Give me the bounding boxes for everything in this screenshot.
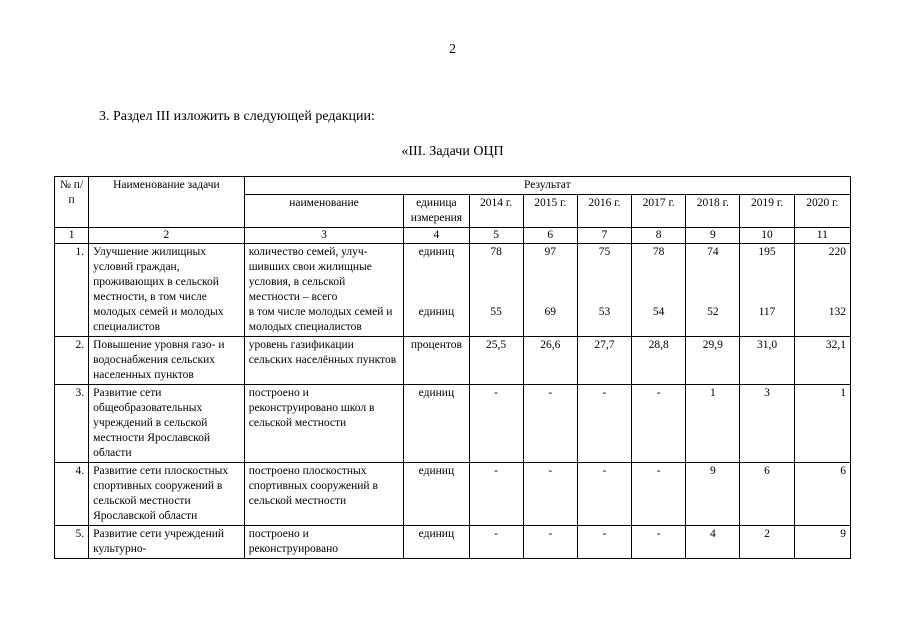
column-index: 8 [632,228,686,244]
row-number: 2. [55,337,89,385]
value: 27,7 [577,337,631,385]
value: - [632,463,686,526]
header-row-1 [55,177,851,195]
value: 29,9 [686,337,740,385]
column-index: 7 [577,228,631,244]
unit-cell [404,244,469,337]
value: - [577,526,631,559]
task-name: Повышение уровня газо- и водоснабжения сельских населенных пунктов [89,337,245,385]
column-index: 11 [794,228,850,244]
value: 4 [686,526,740,559]
value: 28,8 [632,337,686,385]
value: 9 [686,463,740,526]
value-cell [577,244,631,337]
value: - [577,385,631,463]
value-cell [794,244,850,337]
value-cell [469,244,523,337]
table-row [55,526,851,559]
indicator-name: в том числе молодых семей и молодых специалистов [248,306,393,333]
indicator-cell [244,244,404,337]
section-title: «III. Задачи ОЦП [401,144,504,159]
unit: единиц [404,385,469,463]
header-task-name: Наименование задачи [89,177,245,228]
value: 195 [758,246,776,258]
value: - [632,385,686,463]
value: 97 [544,246,557,258]
value: - [523,385,577,463]
unit: процентов [404,337,469,385]
value: 2 [740,526,794,559]
column-index: 5 [469,228,523,244]
instruction-text: 3. Раздел III изложить в следующей редакции: [99,109,375,124]
header-unit: единица измерения [404,195,469,228]
row-number: 5. [55,526,89,559]
header-year: 2016 г. [577,195,631,228]
value: 1 [686,385,740,463]
row-number: 1. [55,244,89,337]
row-number: 4. [55,463,89,526]
indicator-name: построено плоскостных спортивных сооружений в сельской местности [244,463,404,526]
task-name: Развитие сети плоскостных спортивных сооружений в сельской местности Ярославской области [89,463,245,526]
tasks-table [54,176,851,559]
header-year: 2014 г. [469,195,523,228]
table-row [55,385,851,463]
table-row [55,244,851,337]
value: 69 [544,306,557,318]
value: 74 [707,246,719,258]
value: 220 [828,246,846,258]
value: 1 [794,385,850,463]
task-name: Улучшение жилищных условий граждан, проживающих в сельской местности, в том числе молодых семей и молодых специалистов [89,244,245,337]
value: - [577,463,631,526]
value: 25,5 [469,337,523,385]
task-name: Развитие сети учреждений культурно- [89,526,245,559]
value: 26,6 [523,337,577,385]
task-name: Развитие сети общеобразовательных учреждений в сельской местности Ярославской области [89,385,245,463]
indicator-name: построено и реконструировано школ в сельской местности [244,385,404,463]
value: 53 [598,306,611,318]
value: - [523,526,577,559]
column-index: 9 [686,228,740,244]
page-number: 2 [449,42,456,57]
value: 32,1 [794,337,850,385]
column-index-row [55,228,851,244]
unit: единиц [418,246,455,258]
value: - [523,463,577,526]
value: 9 [794,526,850,559]
unit: единиц [404,463,469,526]
value: 55 [490,306,502,318]
value-cell [632,244,686,337]
value: 117 [758,306,776,318]
header-year: 2019 г. [740,195,794,228]
header-year: 2020 г. [794,195,850,228]
indicator-name: уровень газификации сельских населённых пунктов [244,337,404,385]
row-number: 3. [55,385,89,463]
unit: единиц [418,306,455,318]
header-year: 2017 г. [632,195,686,228]
value: 3 [740,385,794,463]
value: 31,0 [740,337,794,385]
value: - [632,526,686,559]
unit: единиц [404,526,469,559]
value: - [469,463,523,526]
table-row [55,337,851,385]
value-cell [740,244,794,337]
value: 52 [707,306,719,318]
column-index: 4 [404,228,469,244]
value-cell [686,244,740,337]
column-index: 1 [55,228,89,244]
value: 6 [740,463,794,526]
value: 54 [652,306,665,318]
indicator-name: количество семей, улучшивших свои жилищные условия, в сельской местности – всего [248,246,372,303]
header-indicator-name: наименование [244,195,404,228]
column-index: 2 [89,228,245,244]
value: 78 [652,246,665,258]
value-cell [523,244,577,337]
value: - [469,526,523,559]
value: 75 [598,246,611,258]
header-year: 2018 г. [686,195,740,228]
header-num: № п/п [55,177,89,228]
table-row [55,463,851,526]
value: 132 [828,306,846,318]
column-index: 3 [244,228,404,244]
column-index: 6 [523,228,577,244]
indicator-name: построено и реконструировано [244,526,404,559]
header-result: Результат [244,177,850,195]
value: - [469,385,523,463]
value: 6 [794,463,850,526]
column-index: 10 [740,228,794,244]
header-year: 2015 г. [523,195,577,228]
value: 78 [490,246,502,258]
